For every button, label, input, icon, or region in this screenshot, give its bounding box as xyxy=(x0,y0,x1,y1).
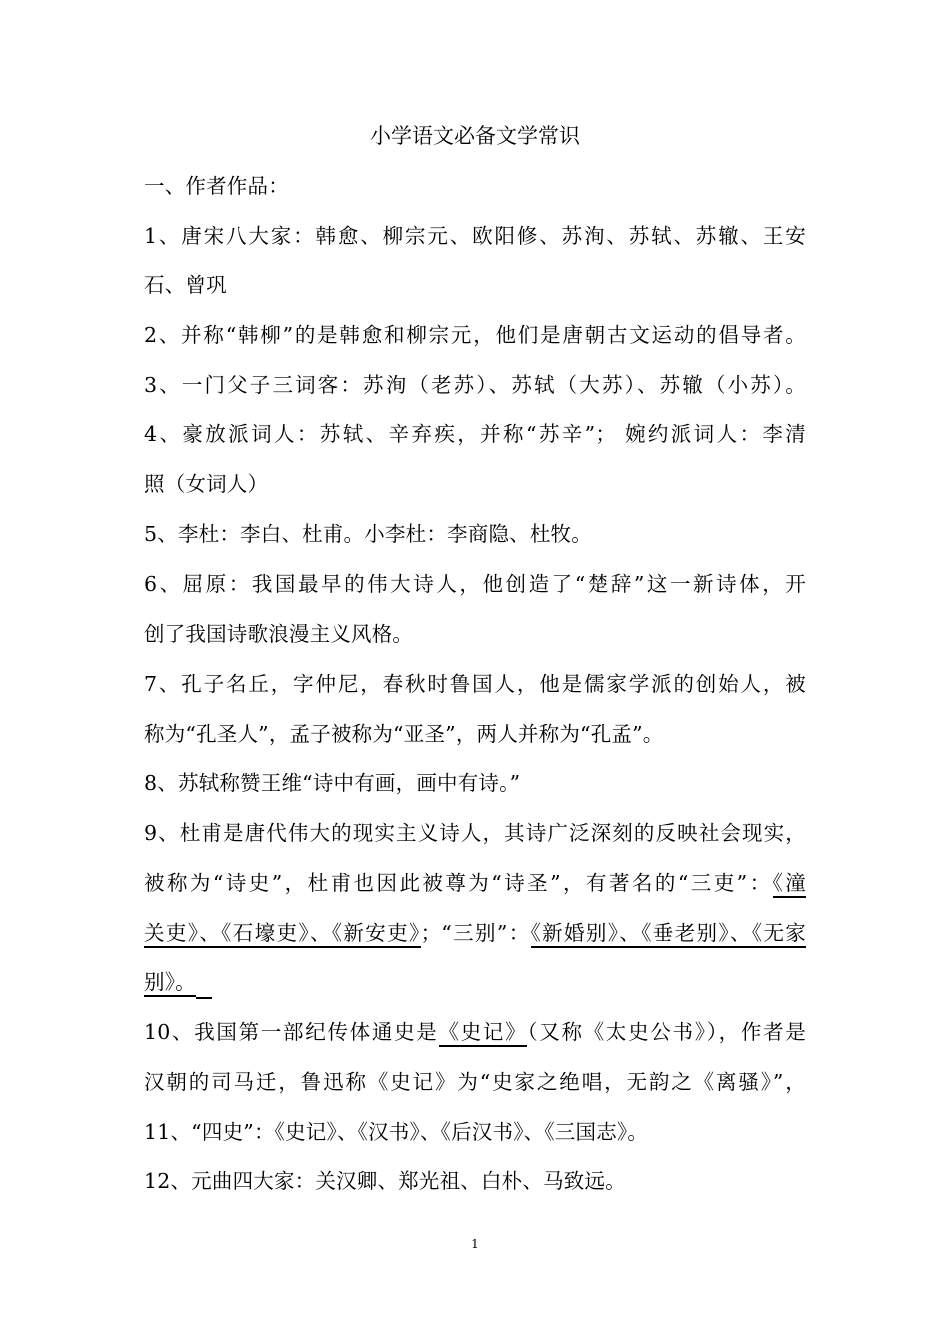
paragraph-line: 创了我国诗歌浪漫主义风格。 xyxy=(144,622,414,646)
paragraph-line: 5、李杜：李白、杜甫。小李杜：李商隐、杜牧。 xyxy=(144,522,592,546)
text-run: （又称《太史公书》），作者是 xyxy=(527,1020,806,1044)
paragraph-line: 3、一门父子三词客：苏洵（老苏）、苏轼（大苏）、苏辙（小苏）。 xyxy=(144,373,806,397)
paragraph-line: 9、杜甫是唐代伟大的现实主义诗人，其诗广泛深刻的反映社会现实， xyxy=(144,821,806,845)
paragraph-line xyxy=(144,867,806,899)
text-run: 被称为“诗史”，杜甫也因此被尊为“诗圣”，有著名的“三吏”： xyxy=(144,871,773,895)
paragraph-line xyxy=(144,917,806,949)
page-number: 1 xyxy=(471,1237,479,1251)
paragraph-line xyxy=(144,1016,806,1048)
paragraph-line: 汉朝的司马迁，鲁迅称《史记》为“史家之绝唱，无韵之《离骚》”， xyxy=(144,1070,806,1094)
paragraph-line: 1、唐宋八大家：韩愈、柳宗元、欧阳修、苏洵、苏轼、苏辙、王安 xyxy=(144,224,806,248)
paragraph-line: 照（女词人） xyxy=(144,472,269,496)
underlined-text: 《新婚别》、《垂老别》、《无家 xyxy=(531,921,806,948)
underlined-text: 《潼 xyxy=(773,871,806,898)
paragraph-line: 7、孔子名丘，字仲尼，春秋时鲁国人，他是儒家学派的创始人，被 xyxy=(144,672,806,696)
paragraph-line: 6、屈原：我国最早的伟大诗人，他创造了“楚辞”这一新诗体，开 xyxy=(144,572,806,596)
paragraph-line: 石、曾巩 xyxy=(144,273,227,297)
paragraph-line: 8、苏轼称赞王维“诗中有画，画中有诗。” xyxy=(144,771,521,795)
text-run: ；“三别”： xyxy=(420,921,531,945)
paragraph-line xyxy=(144,966,212,999)
paragraph-line: 2、并称“韩柳”的是韩愈和柳宗元，他们是唐朝古文运动的倡导者。 xyxy=(144,323,806,347)
text-run: 10、我国第一部纪传体通史是 xyxy=(144,1020,439,1044)
underlined-text: 关吏》、《石壕吏》、《新安吏》 xyxy=(144,921,421,948)
page-title: 小学语文必备文学常识 xyxy=(370,124,580,148)
underlined-text: 别》。 xyxy=(144,970,196,997)
paragraph-line: 11、“四史”：《史记》、《汉书》、《后汉书》、《三国志》。 xyxy=(144,1120,649,1144)
underline-trail xyxy=(196,971,212,999)
paragraph-line: 12、元曲四大家：关汉卿、郑光祖、白朴、马致远。 xyxy=(144,1169,626,1193)
underlined-text: 《史记》 xyxy=(439,1020,528,1047)
paragraph-line: 4、豪放派词人：苏轼、辛弃疾，并称“苏辛”； 婉约派词人：李清 xyxy=(144,422,806,446)
paragraph-line: 称为“孔圣人”，孟子被称为“亚圣”，两人并称为“孔孟”。 xyxy=(144,722,664,746)
section-heading: 一、作者作品： xyxy=(144,174,289,198)
